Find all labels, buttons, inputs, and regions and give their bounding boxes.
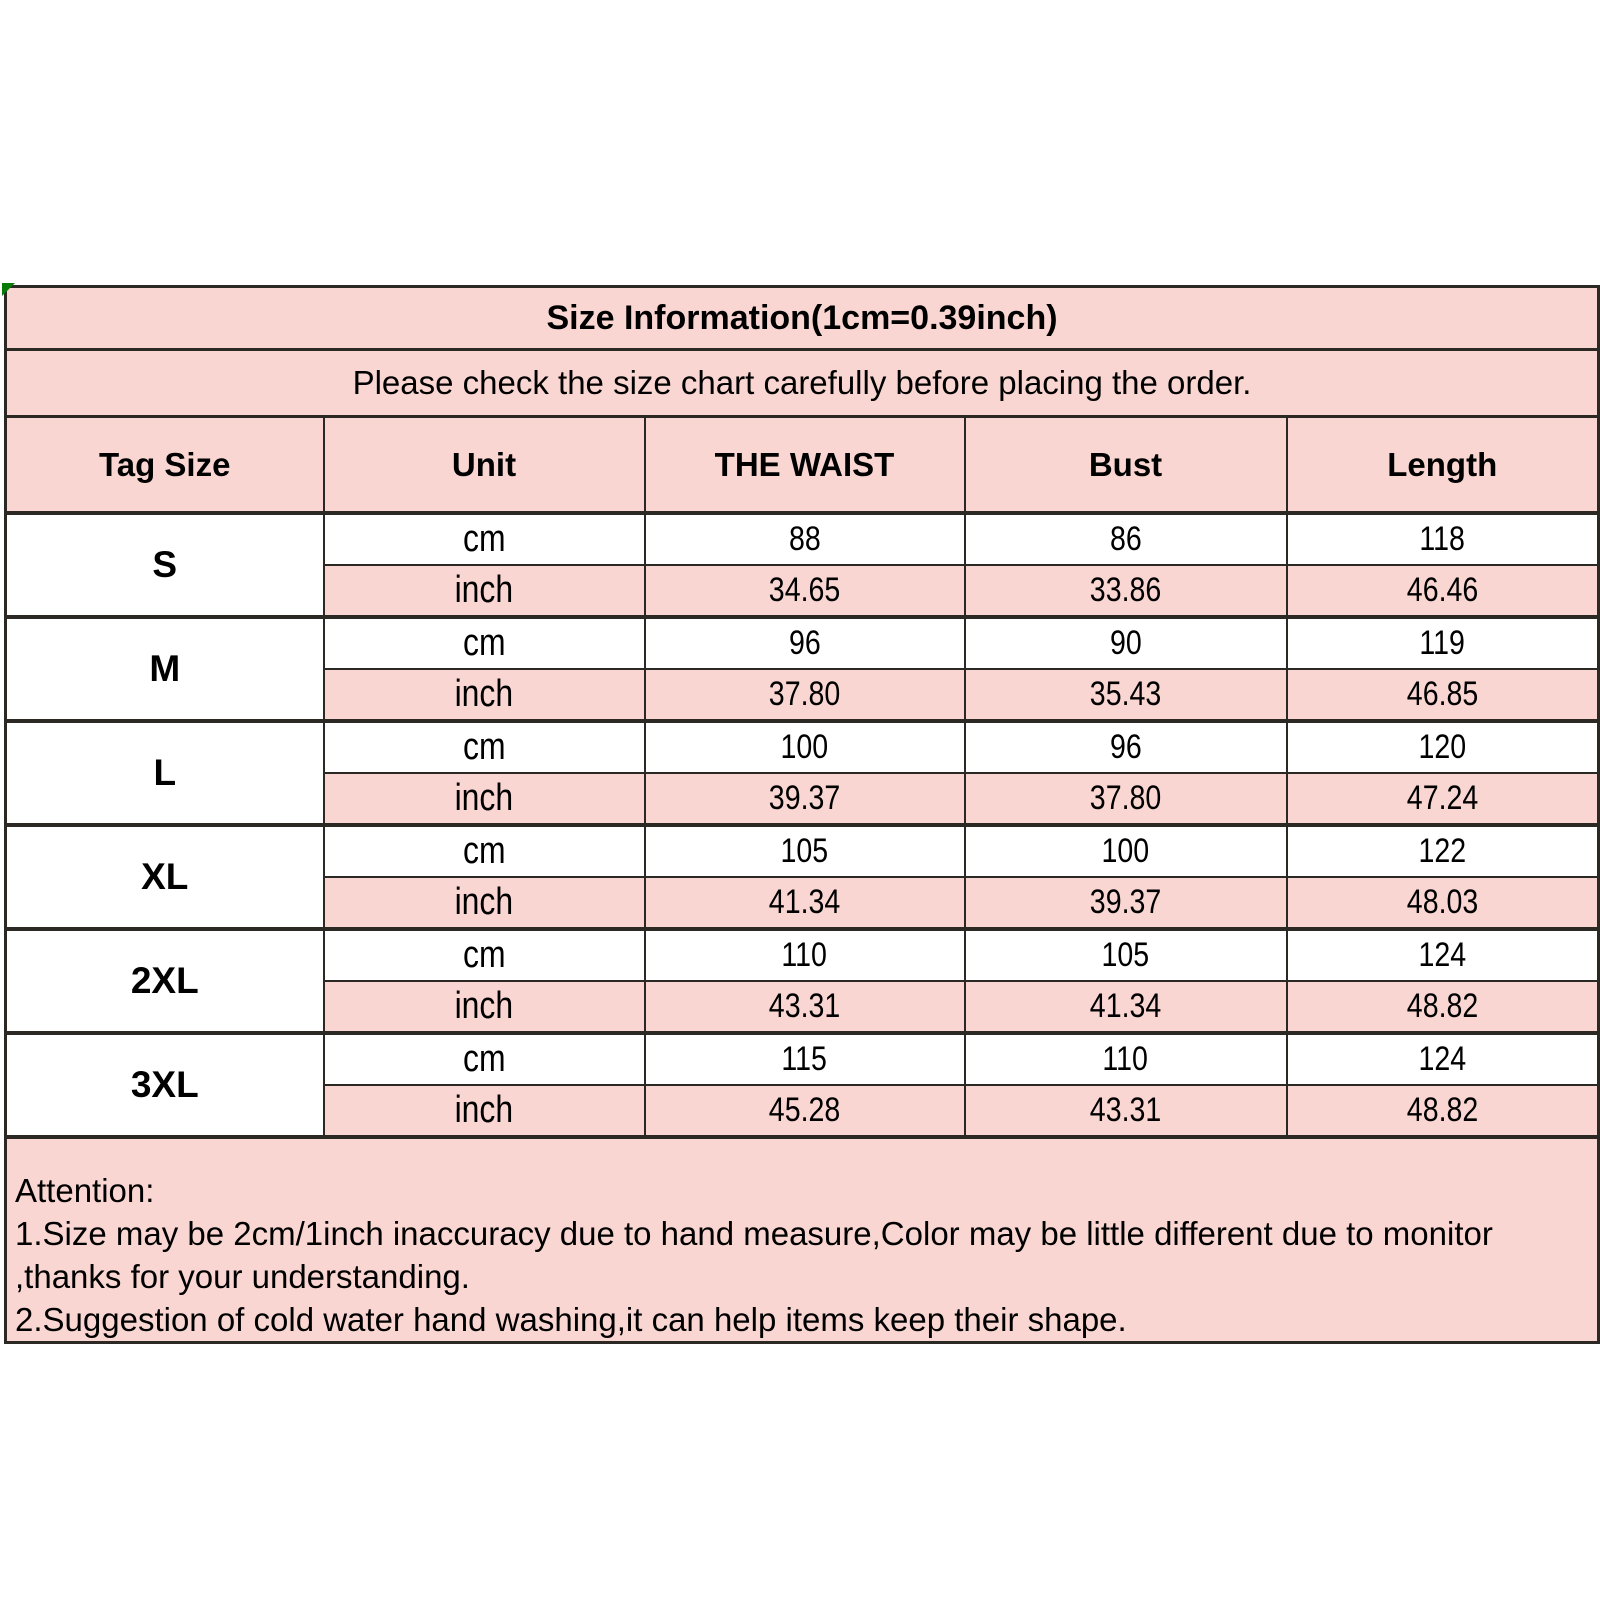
bust-value: 100 (965, 825, 1287, 877)
attention-line: 1.Size may be 2cm/1inch inaccuracy due to hand measure,Color may be little different due to monitor (15, 1215, 1493, 1252)
attention-line: ,thanks for your understanding. (15, 1258, 470, 1295)
size-label: L (6, 721, 324, 825)
page-title: Size Information(1cm=0.39inch) (6, 287, 1599, 350)
bust-value: 41.34 (965, 981, 1287, 1033)
table-row (6, 617, 1599, 669)
size-label: 2XL (6, 929, 324, 1033)
size-chart-sheet (4, 285, 1597, 1344)
unit-cell (324, 1033, 645, 1085)
size-label: S (6, 513, 324, 617)
unit-cell (324, 825, 645, 877)
bust-value: 90 (965, 617, 1287, 669)
bust-value: 37.80 (965, 773, 1287, 825)
size-label: M (6, 617, 324, 721)
unit-cell (324, 981, 645, 1033)
bust-value: 86 (965, 513, 1287, 565)
col-header-bust: Bust (965, 417, 1287, 514)
unit-cell (324, 721, 645, 773)
unit-label: cm (462, 1038, 506, 1080)
unit-cell (324, 929, 645, 981)
unit-label: cm (462, 518, 506, 560)
waist-value: 41.34 (645, 877, 965, 929)
subtitle-note: Please check the size chart carefully before placing the order. (6, 350, 1599, 417)
attention-block (6, 1137, 1599, 1343)
col-header-tag-size: Tag Size (6, 417, 324, 514)
table-row (6, 1033, 1599, 1085)
waist-value: 96 (645, 617, 965, 669)
unit-label: cm (462, 726, 506, 768)
waist-value: 34.65 (645, 565, 965, 617)
attention-line: 2.Suggestion of cold water hand washing,it can help items keep their shape. (15, 1301, 1127, 1338)
waist-value: 110 (645, 929, 965, 981)
unit-cell (324, 669, 645, 721)
length-value: 46.85 (1287, 669, 1599, 721)
unit-label: inch (454, 985, 514, 1027)
bust-value: 39.37 (965, 877, 1287, 929)
col-header-length: Length (1287, 417, 1599, 514)
unit-cell (324, 617, 645, 669)
col-header-unit: Unit (324, 417, 645, 514)
length-value: 48.82 (1287, 1085, 1599, 1137)
attention-heading: Attention: (15, 1172, 155, 1209)
waist-value: 100 (645, 721, 965, 773)
unit-cell (324, 565, 645, 617)
bust-value: 35.43 (965, 669, 1287, 721)
length-value: 124 (1287, 929, 1599, 981)
unit-cell (324, 773, 645, 825)
size-chart-table (4, 285, 1600, 1344)
column-header-row (6, 417, 1599, 514)
bust-value: 43.31 (965, 1085, 1287, 1137)
col-header-waist: THE WAIST (645, 417, 965, 514)
waist-value: 88 (645, 513, 965, 565)
unit-label: inch (454, 777, 514, 819)
waist-value: 105 (645, 825, 965, 877)
length-value: 122 (1287, 825, 1599, 877)
size-label: 3XL (6, 1033, 324, 1137)
unit-cell (324, 513, 645, 565)
length-value: 118 (1287, 513, 1599, 565)
table-row (6, 721, 1599, 773)
subtitle-row (6, 350, 1599, 417)
attention-row (6, 1137, 1599, 1343)
table-row (6, 825, 1599, 877)
unit-label: inch (454, 569, 514, 611)
bust-value: 105 (965, 929, 1287, 981)
bust-value: 96 (965, 721, 1287, 773)
unit-cell (324, 877, 645, 929)
unit-label: cm (462, 622, 506, 664)
length-value: 47.24 (1287, 773, 1599, 825)
waist-value: 115 (645, 1033, 965, 1085)
title-row (6, 287, 1599, 350)
unit-label: inch (454, 1089, 514, 1131)
waist-value: 39.37 (645, 773, 965, 825)
unit-label: inch (454, 673, 514, 715)
unit-label: cm (462, 830, 506, 872)
bust-value: 33.86 (965, 565, 1287, 617)
unit-cell (324, 1085, 645, 1137)
unit-label: cm (462, 934, 506, 976)
length-value: 124 (1287, 1033, 1599, 1085)
table-row (6, 513, 1599, 565)
table-row (6, 929, 1599, 981)
length-value: 46.46 (1287, 565, 1599, 617)
bust-value: 110 (965, 1033, 1287, 1085)
length-value: 48.03 (1287, 877, 1599, 929)
length-value: 120 (1287, 721, 1599, 773)
length-value: 119 (1287, 617, 1599, 669)
waist-value: 45.28 (645, 1085, 965, 1137)
size-label: XL (6, 825, 324, 929)
length-value: 48.82 (1287, 981, 1599, 1033)
waist-value: 43.31 (645, 981, 965, 1033)
waist-value: 37.80 (645, 669, 965, 721)
unit-label: inch (454, 881, 514, 923)
